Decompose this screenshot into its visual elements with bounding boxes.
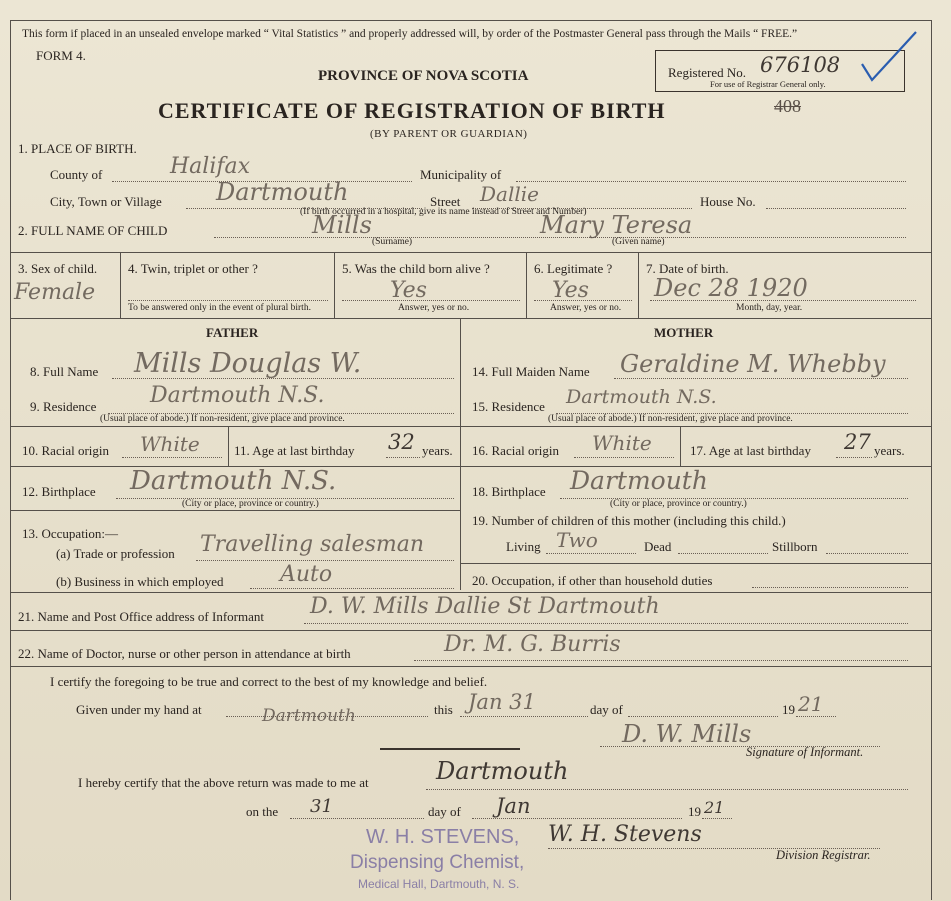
col-divider-d	[638, 252, 639, 318]
day-of-line	[628, 716, 778, 717]
day-of-label: day of	[590, 702, 623, 717]
signature-caption: Signature of Informant.	[746, 745, 864, 759]
city-label: City, Town or Village	[50, 194, 162, 209]
parent-col-divider	[460, 318, 461, 590]
mother-racial-line	[574, 457, 674, 458]
father-name-label: 8. Full Name	[30, 364, 99, 379]
dob-label: 7. Date of birth.	[646, 261, 729, 276]
living-label: Living	[506, 539, 541, 554]
registrar-signature: W. H. Stevens	[548, 822, 702, 847]
father-name-value: Mills Douglas W.	[134, 348, 362, 379]
street-label: Street	[430, 194, 461, 209]
col-divider-a	[120, 252, 121, 318]
registrar-year-line	[702, 818, 732, 819]
year-value: 21	[798, 692, 824, 716]
row-divider-8	[10, 630, 931, 631]
child-given-value: Mary Teresa	[540, 211, 693, 239]
dead-label: Dead	[644, 539, 672, 554]
signature-rule	[380, 748, 520, 750]
trade-label: (a) Trade or profession	[56, 546, 175, 561]
right-border	[931, 20, 932, 900]
struck-number: 408	[774, 96, 801, 116]
registrar-day-value: 31	[310, 796, 333, 817]
informant-value: D. W. Mills Dallie St Dartmouth	[310, 594, 660, 619]
city-value: Dartmouth	[216, 178, 349, 206]
doctor-line	[414, 660, 908, 661]
col-divider-e	[228, 426, 229, 466]
father-residence-label: 9. Residence	[30, 399, 97, 414]
occupation-label: 13. Occupation:—	[22, 526, 119, 541]
col-divider-b	[334, 252, 335, 318]
on-the-line	[290, 818, 424, 819]
business-label: (b) Business in which employed	[56, 574, 224, 589]
mother-heading: MOTHER	[654, 325, 714, 340]
father-birthplace-value: Dartmouth N.S.	[130, 466, 337, 496]
given-label: Given under my hand at	[76, 702, 202, 717]
children-label: 19. Number of children of this mother (including this child.)	[472, 513, 786, 528]
dob-value: Dec 28 1920	[654, 274, 808, 302]
certificate-subtitle: (BY PARENT OR GUARDIAN)	[370, 128, 528, 140]
father-residence-note: (Usual place of abode.) If non-resident, give place and province.	[100, 414, 345, 424]
alive-note: Answer, yes or no.	[398, 303, 470, 313]
mother-racial-label: 16. Racial origin	[472, 443, 560, 458]
living-line	[546, 553, 636, 554]
father-age-line	[386, 457, 420, 458]
dead-line	[678, 553, 768, 554]
row-divider-2	[10, 318, 931, 319]
registrar-statement: I hereby certify that the above return was made to me at	[78, 775, 369, 790]
registrar-caption: Division Registrar.	[776, 848, 871, 862]
legitimate-label: 6. Legitimate ?	[534, 261, 613, 276]
row-divider-1	[10, 252, 931, 253]
stamp-line-1: W. H. STEVENS,	[366, 826, 520, 848]
mail-notice: This form if placed in an unsealed envelope marked “ Vital Statistics ” and properly addressed will, by order of the Postmaster General pass through the Mails “ FREE.”	[22, 28, 798, 40]
father-birthplace-label: 12. Birthplace	[22, 484, 96, 499]
this-value: Jan 31	[468, 690, 536, 714]
row-divider-7	[10, 592, 931, 593]
county-label: County of	[50, 167, 103, 182]
father-birthplace-note: (City or place, province or country.)	[182, 499, 319, 509]
legitimate-value: Yes	[552, 278, 589, 303]
registrar-year-prefix: 19	[688, 804, 701, 819]
living-value: Two	[556, 528, 598, 552]
trade-value: Travelling salesman	[200, 532, 425, 557]
year-line	[796, 716, 836, 717]
stamp-line-3: Medical Hall, Dartmouth, N. S.	[358, 877, 520, 891]
county-value: Halifax	[170, 154, 251, 179]
twin-note: To be answered only in the event of plural birth.	[128, 303, 311, 313]
alive-line	[342, 300, 520, 301]
father-racial-value: White	[140, 432, 200, 456]
certificate-title: CERTIFICATE OF REGISTRATION OF BIRTH	[158, 98, 666, 123]
municipality-label: Municipality of	[420, 167, 502, 182]
hospital-note: (If birth occurred in a hospital, give its name instead of Street and Number)	[300, 207, 587, 217]
mother-years: years.	[874, 443, 905, 458]
father-heading: FATHER	[206, 325, 259, 340]
registrar-place-value: Dartmouth	[436, 757, 569, 785]
business-value: Auto	[280, 562, 333, 587]
sex-value: Female	[14, 280, 96, 305]
house-line	[766, 208, 906, 209]
child-name-label: 2. FULL NAME OF CHILD	[18, 223, 168, 238]
mother-occupation-line	[752, 587, 908, 588]
registrar-month-line	[472, 818, 682, 819]
registrar-use-note: For use of Registrar General only.	[710, 79, 826, 89]
mother-age-value: 27	[844, 430, 871, 454]
given-caption: (Given name)	[612, 237, 665, 247]
street-value: Dallie	[480, 182, 539, 206]
surname-caption: (Surname)	[372, 237, 413, 247]
father-racial-line	[122, 457, 222, 458]
mother-occupation-label: 20. Occupation, if other than household duties	[472, 573, 713, 588]
doctor-label: 22. Name of Doctor, nurse or other person in attendance at birth	[18, 646, 351, 661]
row-divider-9	[10, 666, 931, 667]
registrar-year-value: 21	[704, 798, 725, 817]
place-of-birth-section: 1. PLACE OF BIRTH.	[18, 141, 137, 156]
col-divider-f	[680, 426, 681, 466]
given-place-value: Dartmouth	[262, 706, 356, 726]
left-border	[10, 20, 11, 900]
top-border	[10, 20, 931, 21]
trade-line	[196, 560, 454, 561]
child-surname-value: Mills	[312, 211, 372, 239]
certify-statement: I certify the foregoing to be true and correct to the best of my knowledge and belief.	[50, 674, 488, 689]
informant-line	[304, 623, 908, 624]
father-age-value: 32	[388, 430, 415, 454]
registered-number: 676108	[760, 53, 841, 77]
mother-name-value: Geraldine M. Whebby	[620, 350, 886, 378]
municipality-line	[516, 181, 906, 182]
alive-value: Yes	[390, 278, 427, 303]
business-line	[250, 588, 454, 589]
registered-label: Registered No.	[668, 65, 746, 80]
mother-racial-value: White	[592, 431, 652, 455]
house-label: House No.	[700, 194, 756, 209]
check-mark-icon	[858, 28, 920, 84]
mother-residence-value: Dartmouth N.S.	[566, 386, 717, 408]
mother-residence-note: (Usual place of abode.) If non-resident, give place and province.	[548, 414, 793, 424]
row-divider-6	[460, 563, 931, 564]
mother-birthplace-label: 18. Birthplace	[472, 484, 546, 499]
informant-label: 21. Name and Post Office address of Informant	[18, 609, 264, 624]
father-years: years.	[422, 443, 453, 458]
mother-residence-label: 15. Residence	[472, 399, 545, 414]
row-divider-5	[10, 510, 460, 511]
alive-label: 5. Was the child born alive ?	[342, 261, 490, 276]
mother-age-line	[836, 457, 872, 458]
registrar-month-value: Jan	[496, 794, 531, 818]
stamp-line-2: Dispensing Chemist,	[350, 852, 525, 873]
dob-note: Month, day, year.	[736, 303, 803, 313]
mother-name-label: 14. Full Maiden Name	[472, 364, 590, 379]
stillborn-label: Stillborn	[772, 539, 818, 554]
legitimate-note: Answer, yes or no.	[550, 303, 622, 313]
father-residence-value: Dartmouth N.S.	[150, 383, 325, 408]
mother-name-line	[614, 378, 908, 379]
twin-line	[128, 300, 328, 301]
stillborn-line	[826, 553, 908, 554]
mother-birthplace-value: Dartmouth	[570, 466, 708, 495]
registrar-place-line	[426, 789, 908, 790]
informant-signature: D. W. Mills	[622, 720, 752, 748]
this-line	[460, 716, 588, 717]
registrar-day-of-label: day of	[428, 804, 461, 819]
row-divider-3	[10, 426, 931, 427]
father-racial-label: 10. Racial origin	[22, 443, 110, 458]
this-label: this	[434, 702, 453, 717]
col-divider-c	[526, 252, 527, 318]
form-number: FORM 4.	[36, 48, 86, 63]
father-age-label: 11. Age at last birthday	[234, 443, 355, 458]
sex-label: 3. Sex of child.	[18, 261, 98, 276]
province-heading: PROVINCE OF NOVA SCOTIA	[318, 68, 529, 84]
twin-label: 4. Twin, triplet or other ?	[128, 261, 258, 276]
year-prefix: 19	[782, 702, 795, 717]
doctor-value: Dr. M. G. Burris	[444, 632, 621, 657]
mother-birthplace-note: (City or place, province or country.)	[610, 499, 747, 509]
on-the-label: on the	[246, 804, 279, 819]
mother-age-label: 17. Age at last birthday	[690, 443, 811, 458]
